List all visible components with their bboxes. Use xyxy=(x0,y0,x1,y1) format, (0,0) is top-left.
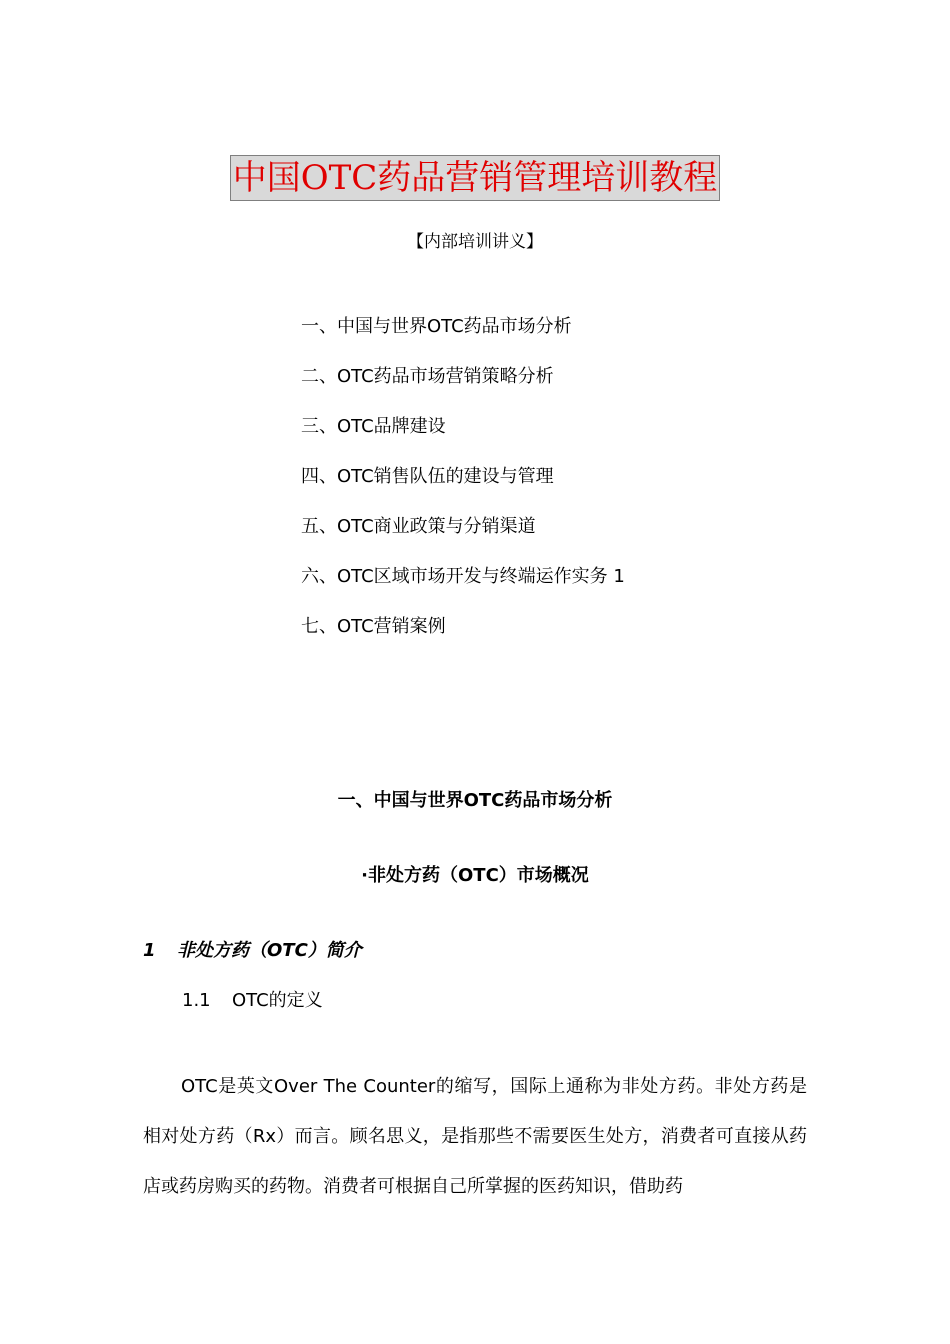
table-of-contents xyxy=(301,314,625,664)
document-subtitle: 【内部培训讲义】 xyxy=(407,232,543,252)
body-paragraph: OTC是英文Over The Counter的缩写，国际上通称为非处方药。非处方药是相对处方药（Rx）而言。顾名思义，是指那些不需要医生处方，消费者可直接从药店或药房购买的药物。消费者可根据自己所掌握的医药知识，借助药 xyxy=(143,1076,807,1197)
toc-item: 七、OTC营销案例 xyxy=(301,616,446,637)
subsection-heading xyxy=(143,938,362,964)
section-heading: ·非处方药（OTC）市场概况 xyxy=(361,865,589,886)
chapter-heading: 一、中国与世界OTC药品市场分析 xyxy=(337,790,613,811)
subsubsection-number: 1.1 xyxy=(182,990,211,1011)
subsection-title: 非处方药（OTC）简介 xyxy=(177,940,362,961)
toc-item: 三、OTC品牌建设 xyxy=(301,416,446,437)
document-title: 中国OTC药品营销管理培训教程 xyxy=(230,155,721,201)
toc-item: 六、OTC区域市场开发与终端运作实务 1 xyxy=(301,566,625,587)
title-container xyxy=(0,155,950,201)
subsubsection-heading xyxy=(182,988,323,1014)
subsection-number: 1 xyxy=(143,940,156,961)
toc-item: 一、中国与世界OTC药品市场分析 xyxy=(301,316,572,337)
subsubsection-title: OTC的定义 xyxy=(232,990,323,1011)
toc-item: 五、OTC商业政策与分销渠道 xyxy=(301,516,536,537)
toc-item: 二、OTC药品市场营销策略分析 xyxy=(301,366,554,387)
toc-item: 四、OTC销售队伍的建设与管理 xyxy=(301,466,554,487)
